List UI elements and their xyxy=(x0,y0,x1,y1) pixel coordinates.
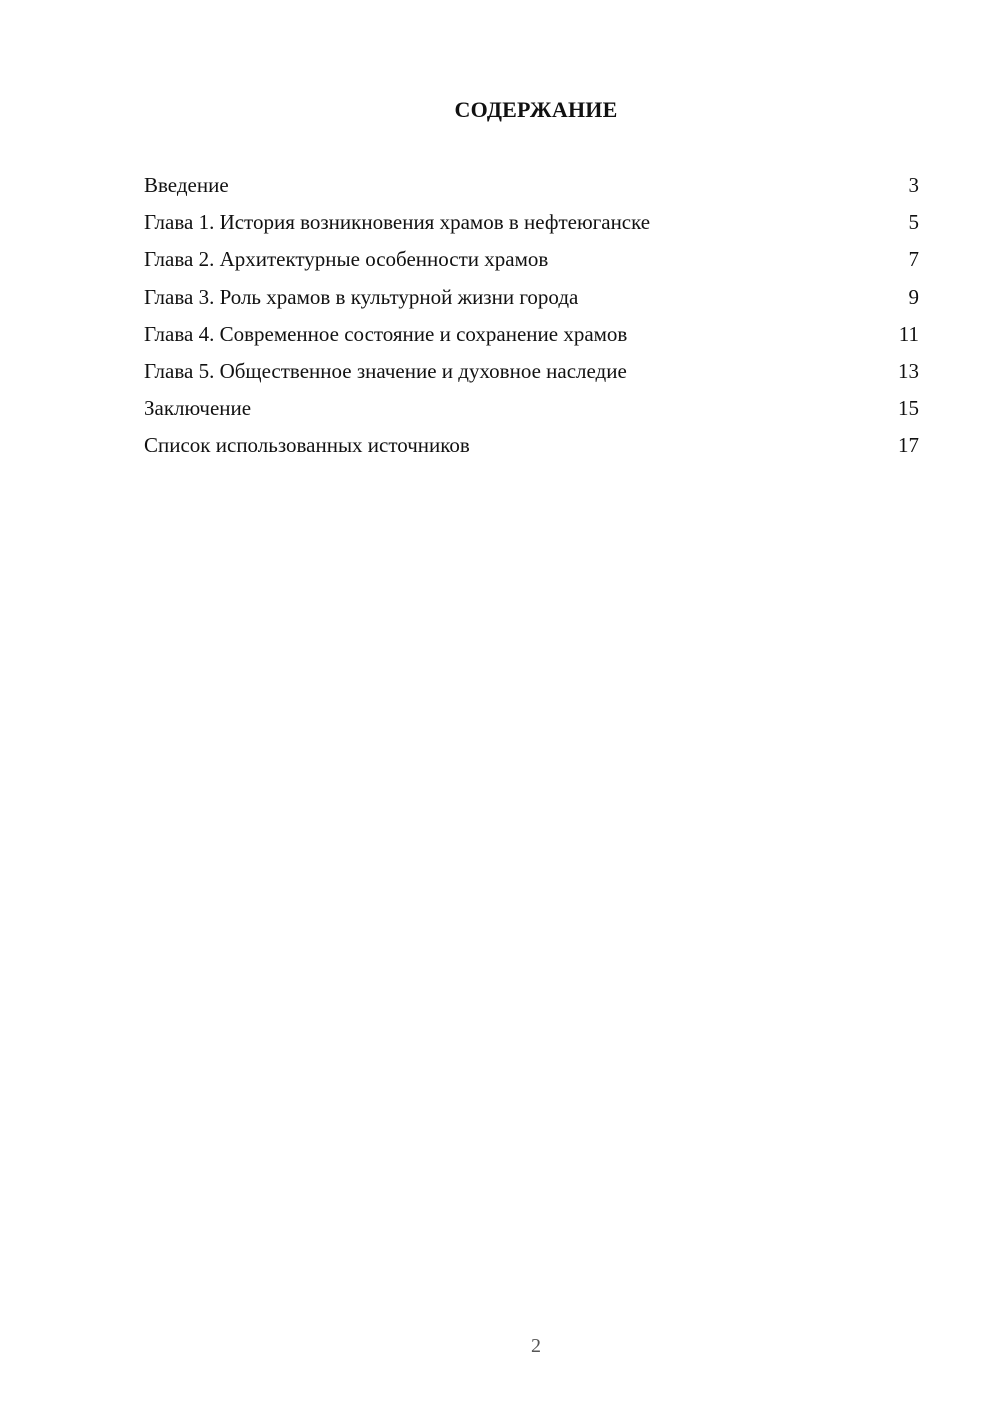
page-title: СОДЕРЖАНИЕ xyxy=(454,97,618,122)
toc-entry-page: 13 xyxy=(898,358,919,383)
toc-entry-page: 9 xyxy=(908,284,919,309)
toc-entry-references[interactable] xyxy=(144,430,919,467)
toc-entry-chapter-5[interactable] xyxy=(144,356,919,393)
toc-entry-page: 7 xyxy=(908,247,919,272)
toc-entry-label: Глава 4. Современное состояние и сохранение храмов xyxy=(144,321,628,346)
toc-entry-chapter-4[interactable] xyxy=(144,319,919,356)
toc-entry-page: 3 xyxy=(908,173,919,197)
toc-entry-chapter-2[interactable] xyxy=(144,244,919,281)
toc-entry-page: 15 xyxy=(898,396,919,421)
toc-entry-page: 17 xyxy=(898,433,919,458)
toc-entry-introduction[interactable] xyxy=(144,170,919,207)
toc-entry-label: Глава 2. Архитектурные особенности храмов xyxy=(144,247,549,272)
toc-entry-label: Глава 3. Роль храмов в культурной жизни города xyxy=(144,284,579,309)
toc-entry-chapter-3[interactable] xyxy=(144,282,919,319)
toc-entry-chapter-1[interactable] xyxy=(144,207,919,244)
toc-entry-label: Глава 5. Общественное значение и духовное наследие xyxy=(144,358,627,383)
toc-entry-label: Глава 1. История возникновения храмов в нефтеюганске xyxy=(144,210,651,235)
table-of-contents xyxy=(144,170,919,468)
toc-entry-page: 11 xyxy=(898,321,919,346)
toc-entry-page: 5 xyxy=(908,210,919,235)
toc-entry-label: Список использованных источников xyxy=(144,433,470,458)
page-number: 2 xyxy=(531,1335,541,1357)
toc-entry-label: Введение xyxy=(144,173,229,197)
toc-entry-conclusion[interactable] xyxy=(144,393,919,430)
toc-entry-label: Заключение xyxy=(144,396,252,421)
